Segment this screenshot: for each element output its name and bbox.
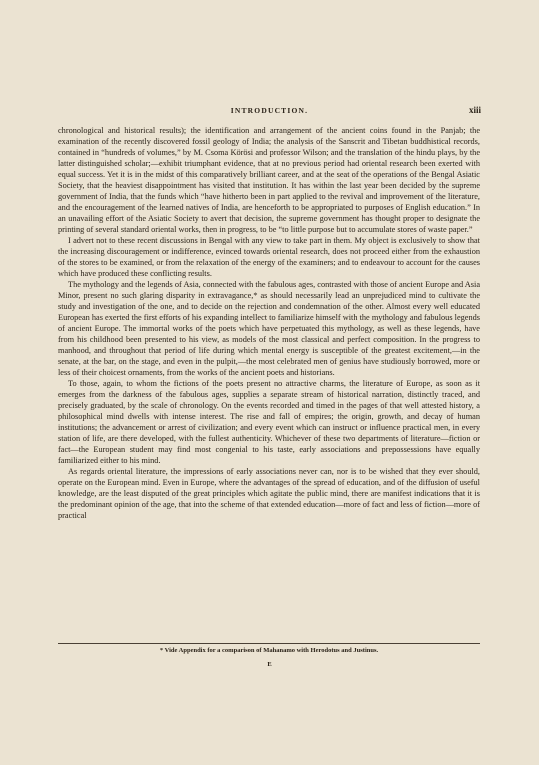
paragraph: chronological and historical results); the identification and arrangement of the ancient coins found in the Panjab; the examination of the recently discovered fossil geology of India; the analysis of the Sanscrit and Tibetan buddhistical records, contained in “hundreds of volumes,” by M. Csoma Körösi and professor Wilson; and the translation of the hindu plays, by the latter distinguished scholar;—exhibit triumphant evidence, that at no previous period had oriental research been exerted with equal success. Yet it is in the midst of this comparatively brilliant career, and at the seat of the operations of the Bengal Asiatic Society, that the heaviest disappointment has visited that institution. It has within the last year been decided by the supreme government of India, that the funds which “have hitherto been in part applied to the revival and improvement of the literature, and the encouragement of the learned natives of India, are henceforth to be appropriated to purposes of English education.” In an unavailing effort of the Asiatic Society to avert that decision, the supreme government has thought proper to designate the printing of several standard oriental works, then in progress, to be “to little purpose but to accumulate stores of waste paper.”	[58, 126, 480, 234]
paragraph: As regards oriental literature, the impressions of early associations never can, nor is to be wished that they ever should, operate on the European mind. Even in Europe, where the advantages of the spread of education, and of the diffusion of useful knowledge, are the least disputed of the great principles which agitate the public mind, there are manifest indications that it is the predominant opinion of the age, that into the scheme of that extended education—more of fact and less of fiction—more of practical	[58, 467, 480, 520]
footnote: * Vide Appendix for a comparison of Mahanamo with Herodotus and Justinus.	[159, 647, 379, 654]
signature-mark: E	[267, 661, 272, 668]
running-head	[58, 106, 481, 120]
body-text	[58, 125, 480, 521]
page-number: xiii	[468, 105, 481, 115]
paragraph: The mythology and the legends of Asia, connected with the fabulous ages, contrasted with those of ancient Europe and Asia Minor, present no such glaring disparity in extravagance,* as should necessarily lead an unprejudiced mind to cultivate the study and investigation of the one, and to decide on the rejection and condemnation of the other. Almost every well educated European has exerted the first efforts of his expanding intellect to familiarize himself with the mythology and fabulous legends of ancient Europe. The immortal works of the poets which have perpetuated this mythology, as well as these legends, have from his childhood been presented to his view, as models of the most classical and perfect composition. In the progress to manhood, and throughout that period of life during which mental energy is susceptible of the greatest excitement,—in the senate, at the bar, on the stage, and even in the pulpit,—the most celebrated men of genius have studiously borrowed, more or less of their choicest ornaments, from the works of the ancient poets and historians.	[58, 280, 480, 377]
footnote-rule	[58, 643, 480, 644]
paragraph: I advert not to these recent discussions in Bengal with any view to take part in them. My object is exclusively to show that the increasing discouragement or indifference, evinced towards oriental research, does not proceed either from the exhaustion of the stores to be examined, or from the relaxation of the energy of the examiners; and to endeavour to account for the causes which have produced these conflicting results.	[58, 236, 480, 278]
paragraph: To those, again, to whom the fictions of the poets present no attractive charms, the literature of Europe, as soon as it emerges from the darkness of the fabulous ages, supplies a separate stream of historical narration, distinctly traced, and precisely graduated, by the scale of chronology. On the events recorded and timed in the pages of that well attested history, a philosophical mind dwells with intense interest. The rise and fall of empires; the origin, growth, and decay of human institutions; the advancement or arrest of civilization; and every event which can instruct or influence practical men, in every station of life, are there developed, with the fullest authenticity. Whichever of these two departments of literature—fiction or fact—the European student may find most congenial to his taste, early associations and prepossessions have equally familiarized either to his mind.	[58, 379, 480, 465]
running-head-title: INTRODUCTION.	[230, 106, 309, 115]
